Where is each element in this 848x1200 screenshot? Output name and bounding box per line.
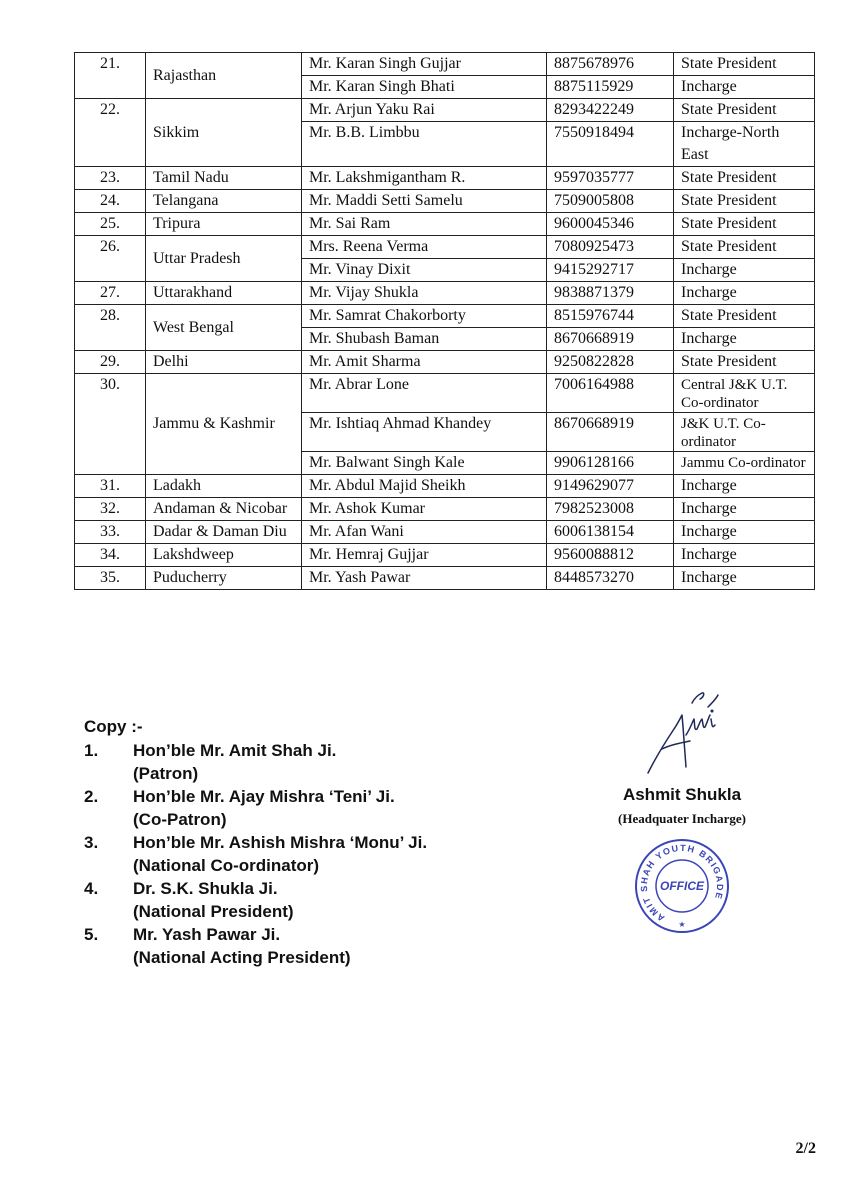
member-name-cell: Mr. Vijay Shukla (302, 282, 547, 305)
handwritten-signature (642, 685, 722, 777)
svg-text:OFFICE: OFFICE (660, 879, 704, 893)
serial-number-cell: 29. (75, 351, 146, 374)
designation-cell: State President (674, 190, 815, 213)
copy-item-designation: (Co-Patron) (133, 810, 227, 829)
member-name-cell: Mr. Shubash Baman (302, 328, 547, 351)
member-name-cell: Mr. Vinay Dixit (302, 259, 547, 282)
table-row (75, 213, 815, 236)
copy-item-name: Hon’ble Mr. Ajay Mishra ‘Teni’ Ji. (133, 787, 395, 806)
copy-item-designation: (National President) (133, 902, 294, 921)
designation-cell: Incharge (674, 475, 815, 498)
copy-list-item (84, 877, 524, 923)
member-name-cell: Mr. Samrat Chakorborty (302, 305, 547, 328)
designation-cell: State President (674, 53, 815, 76)
phone-number-cell: 9415292717 (547, 259, 674, 282)
table-row (75, 99, 815, 122)
phone-number-cell: 8670668919 (547, 328, 674, 351)
phone-number-cell: 8670668919 (547, 413, 674, 452)
table-row (75, 498, 815, 521)
phone-number-cell: 7982523008 (547, 498, 674, 521)
member-name-cell: Mr. Balwant Singh Kale (302, 452, 547, 475)
designation-cell: State President (674, 99, 815, 122)
phone-number-cell: 9906128166 (547, 452, 674, 475)
phone-number-cell: 7080925473 (547, 236, 674, 259)
phone-number-cell: 9149629077 (547, 475, 674, 498)
member-name-cell: Mr. Sai Ram (302, 213, 547, 236)
designation-cell: State President (674, 236, 815, 259)
state-cell: Uttar Pradesh (146, 236, 302, 282)
state-cell: Andaman & Nicobar (146, 498, 302, 521)
table-row (75, 567, 815, 590)
serial-number-cell: 28. (75, 305, 146, 351)
table-row (75, 236, 815, 259)
serial-number-cell: 21. (75, 53, 146, 99)
phone-number-cell: 9560088812 (547, 544, 674, 567)
state-cell: Tripura (146, 213, 302, 236)
serial-number-cell: 22. (75, 99, 146, 167)
copy-heading: Copy :- (84, 717, 143, 736)
copy-item-designation: (National Co-ordinator) (133, 856, 320, 875)
roster-table (74, 52, 815, 590)
designation-cell: Incharge (674, 259, 815, 282)
serial-number-cell: 35. (75, 567, 146, 590)
designation-cell: Incharge (674, 567, 815, 590)
member-name-cell: Mr. Hemraj Gujjar (302, 544, 547, 567)
copy-item-number: 1. (84, 741, 99, 760)
svg-text:★: ★ (678, 920, 686, 929)
designation-cell: State President (674, 167, 815, 190)
copy-list-item (84, 831, 524, 877)
copy-list-item (84, 739, 524, 785)
designation-cell: Incharge-North East (674, 122, 815, 167)
copy-item-number: 3. (84, 833, 99, 852)
member-name-cell: Mr. Maddi Setti Samelu (302, 190, 547, 213)
designation-cell: Jammu Co-ordinator (674, 452, 815, 475)
state-cell: Lakshdweep (146, 544, 302, 567)
office-stamp (633, 837, 731, 935)
signature-block (604, 685, 760, 935)
designation-cell: State President (674, 213, 815, 236)
copy-item-name: Hon’ble Mr. Amit Shah Ji. (133, 741, 337, 760)
copy-item-number: 5. (84, 925, 99, 944)
copy-item-designation: (Patron) (133, 764, 199, 783)
designation-cell: State President (674, 351, 815, 374)
copy-item-name: Mr. Yash Pawar Ji. (133, 925, 281, 944)
designation-cell: Incharge (674, 282, 815, 305)
state-cell: Sikkim (146, 99, 302, 167)
member-name-cell: Mr. Ashok Kumar (302, 498, 547, 521)
table-row (75, 282, 815, 305)
phone-number-cell: 8293422249 (547, 99, 674, 122)
designation-cell: Incharge (674, 328, 815, 351)
member-name-cell: Mr. Arjun Yaku Rai (302, 99, 547, 122)
serial-number-cell: 23. (75, 167, 146, 190)
phone-number-cell: 8515976744 (547, 305, 674, 328)
phone-number-cell: 8875115929 (547, 76, 674, 99)
member-name-cell: Mr. Karan Singh Bhati (302, 76, 547, 99)
member-name-cell: Mr. Lakshmigantham R. (302, 167, 547, 190)
designation-cell: Incharge (674, 544, 815, 567)
phone-number-cell: 7509005808 (547, 190, 674, 213)
serial-number-cell: 30. (75, 374, 146, 475)
state-cell: West Bengal (146, 305, 302, 351)
phone-number-cell: 9838871379 (547, 282, 674, 305)
member-name-cell: Mrs. Reena Verma (302, 236, 547, 259)
member-name-cell: Mr. Yash Pawar (302, 567, 547, 590)
signatory-designation: (Headquater Incharge) (618, 811, 746, 826)
serial-number-cell: 25. (75, 213, 146, 236)
designation-cell: State President (674, 305, 815, 328)
table-row (75, 305, 815, 328)
copy-list (84, 739, 524, 969)
member-name-cell: Mr. Amit Sharma (302, 351, 547, 374)
signatory-name: Ashmit Shukla (622, 785, 742, 804)
serial-number-cell: 31. (75, 475, 146, 498)
serial-number-cell: 24. (75, 190, 146, 213)
page-number: 2/2 (795, 1140, 816, 1157)
table-row (75, 475, 815, 498)
table-row (75, 167, 815, 190)
designation-cell: Incharge (674, 76, 815, 99)
member-name-cell: Mr. Afan Wani (302, 521, 547, 544)
table-row (75, 190, 815, 213)
table-row (75, 351, 815, 374)
state-cell: Ladakh (146, 475, 302, 498)
state-cell: Jammu & Kashmir (146, 374, 302, 475)
phone-number-cell: 9600045346 (547, 213, 674, 236)
copy-item-number: 4. (84, 879, 99, 898)
table-row (75, 521, 815, 544)
copy-item-name: Dr. S.K. Shukla Ji. (133, 879, 278, 898)
table-row (75, 53, 815, 76)
roster-body (75, 53, 815, 590)
member-name-cell: Mr. Karan Singh Gujjar (302, 53, 547, 76)
phone-number-cell: 9597035777 (547, 167, 674, 190)
serial-number-cell: 33. (75, 521, 146, 544)
table-row (75, 544, 815, 567)
state-cell: Uttarakhand (146, 282, 302, 305)
phone-number-cell: 8875678976 (547, 53, 674, 76)
serial-number-cell: 34. (75, 544, 146, 567)
state-cell: Puducherry (146, 567, 302, 590)
serial-number-cell: 26. (75, 236, 146, 282)
member-name-cell: Mr. Abrar Lone (302, 374, 547, 413)
designation-cell: Incharge (674, 498, 815, 521)
designation-cell: Incharge (674, 521, 815, 544)
copy-to-section (84, 715, 524, 969)
state-cell: Dadar & Daman Diu (146, 521, 302, 544)
serial-number-cell: 32. (75, 498, 146, 521)
designation-cell: J&K U.T. Co-ordinator (674, 413, 815, 452)
phone-number-cell: 6006138154 (547, 521, 674, 544)
state-cell: Telangana (146, 190, 302, 213)
serial-number-cell: 27. (75, 282, 146, 305)
state-cell: Tamil Nadu (146, 167, 302, 190)
table-row (75, 374, 815, 413)
copy-list-item (84, 923, 524, 969)
copy-item-number: 2. (84, 787, 99, 806)
copy-item-name: Hon’ble Mr. Ashish Mishra ‘Monu’ Ji. (133, 833, 428, 852)
state-cell: Delhi (146, 351, 302, 374)
member-name-cell: Mr. B.B. Limbbu (302, 122, 547, 167)
copy-item-designation: (National Acting President) (133, 948, 351, 967)
designation-cell: Central J&K U.T. Co-ordinator (674, 374, 815, 413)
member-name-cell: Mr. Abdul Majid Sheikh (302, 475, 547, 498)
member-name-cell: Mr. Ishtiaq Ahmad Khandey (302, 413, 547, 452)
phone-number-cell: 7550918494 (547, 122, 674, 167)
phone-number-cell: 8448573270 (547, 567, 674, 590)
phone-number-cell: 9250822828 (547, 351, 674, 374)
svg-text:AMIT SHAH YOUTH BRIGADE: AMIT SHAH YOUTH BRIGADE (638, 842, 726, 924)
copy-list-item (84, 785, 524, 831)
state-cell: Rajasthan (146, 53, 302, 99)
phone-number-cell: 7006164988 (547, 374, 674, 413)
